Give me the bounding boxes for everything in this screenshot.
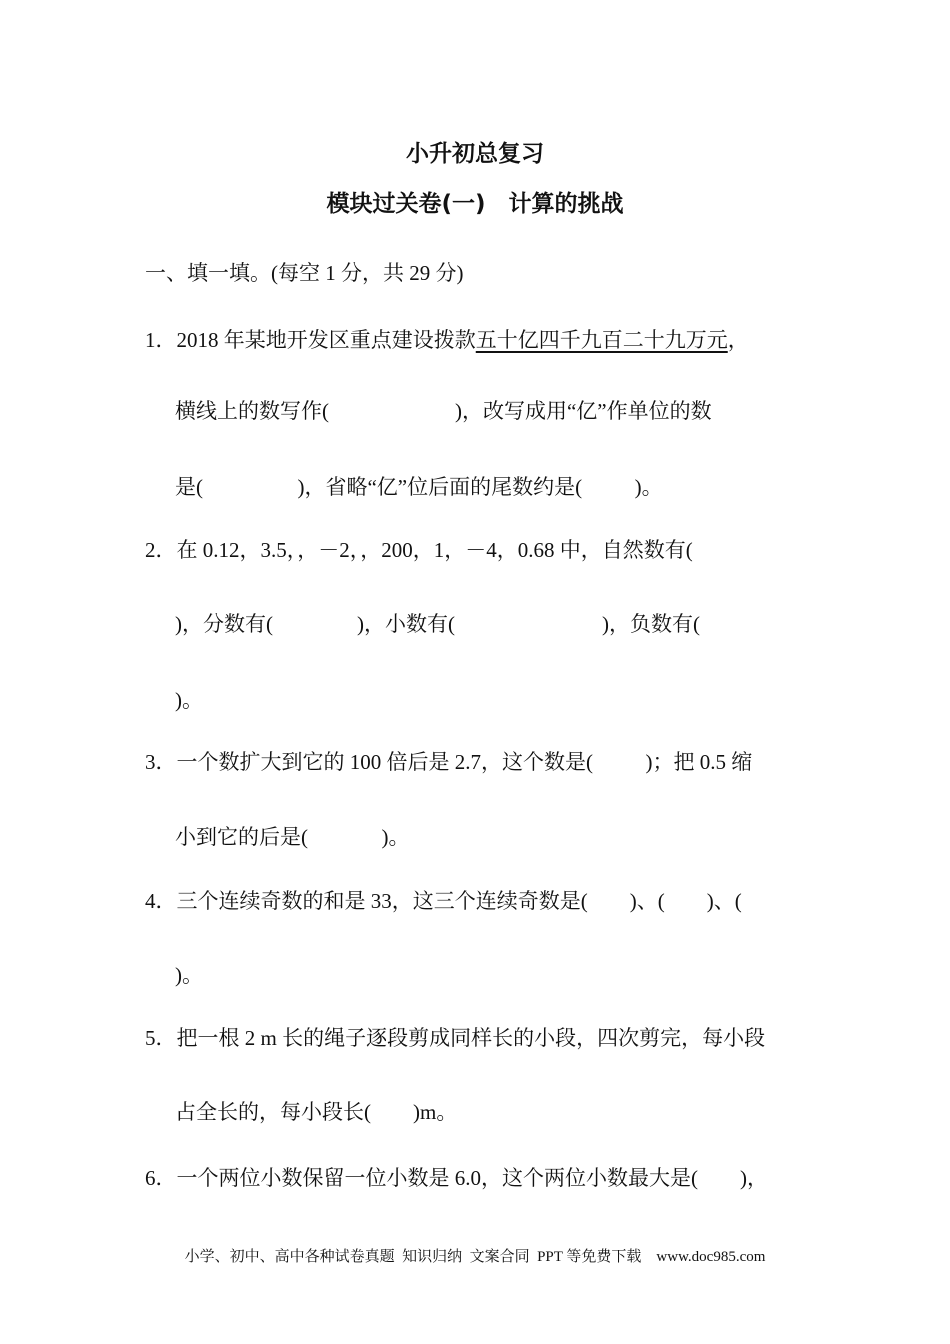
question-1-line-2: 横线上的数写作( )，改写成用“亿”作单位的数 — [175, 399, 712, 423]
question-1-line-3: 是( )，省略“亿”位后面的尾数约是( )。 — [175, 475, 663, 499]
question-1-intro: 1．2018 年某地开发区重点建设拨款 — [145, 328, 476, 352]
question-1-comma: ， — [727, 328, 749, 352]
question-5-line-2: 占全长的，每小段长( )m。 — [175, 1100, 458, 1124]
page-title: 小升初总复习 — [406, 141, 544, 167]
section-heading: 一、填一填。(每空 1 分，共 29 分) — [145, 261, 464, 285]
question-2-line-1: 2．在 0.12，3.5，，－2，，200，1，－4，0.68 中，自然数有( — [145, 538, 693, 562]
question-2-line-3: )。 — [175, 688, 203, 712]
question-6-line-1: 6．一个两位小数保留一位小数是 6.0，这个两位小数最大是( )， — [145, 1166, 768, 1190]
question-5-line-1: 5．把一根 2 m 长的绳子逐段剪成同样长的小段，四次剪完，每小段 — [145, 1026, 766, 1050]
page-subtitle: 模块过关卷(一) 计算的挑战 — [326, 191, 624, 217]
question-4-line-2: )。 — [175, 963, 203, 987]
footer-text: 小学、初中、高中各种试卷真题 知识归纳 文案合同 PPT 等免费下载 www.doc985.com — [184, 1249, 766, 1265]
question-2-line-2: )，分数有( )，小数有( )，负数有( — [175, 612, 700, 636]
question-3-line-2: 小到它的后是( )。 — [175, 825, 410, 849]
question-3-line-1: 3．一个数扩大到它的 100 倍后是 2.7，这个数是( )；把 0.5 缩 — [145, 750, 753, 774]
question-1-line-1 — [145, 326, 749, 354]
question-4-line-1: 4．三个连续奇数的和是 33，这三个连续奇数是( )、( )、( — [145, 889, 742, 913]
underlined-amount: 五十亿四千九百二十九万元 — [475, 328, 728, 352]
